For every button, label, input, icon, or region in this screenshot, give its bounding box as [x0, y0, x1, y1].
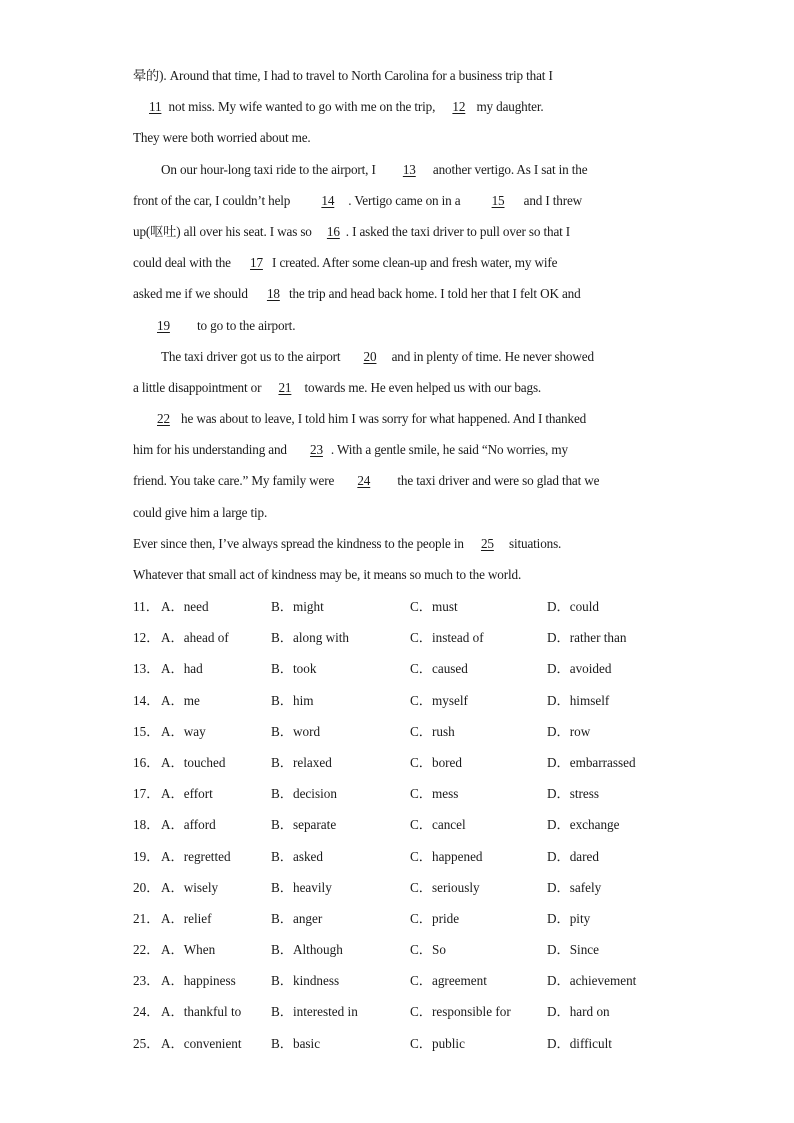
question-number: 20． [133, 879, 160, 895]
passage-text: to go to the airport. [193, 317, 296, 333]
passage-line [133, 434, 663, 465]
question-row [133, 934, 693, 965]
blank-14: 14 [321, 192, 335, 208]
option-d[interactable]: D．pity [547, 910, 591, 926]
passage-line [133, 247, 663, 278]
question-number: 16． [133, 754, 160, 770]
question-number: 18． [133, 817, 160, 833]
option-b[interactable]: B．interested in [271, 1004, 358, 1020]
question-number: 14． [133, 692, 160, 708]
blank-25: 25 [480, 535, 494, 551]
option-c[interactable]: C．seriously [410, 879, 480, 895]
option-d[interactable]: D．avoided [547, 661, 612, 677]
passage-line [133, 60, 663, 91]
option-d[interactable]: D．himself [547, 692, 610, 708]
option-c[interactable]: C．So [410, 942, 446, 958]
question-number: 11． [133, 599, 159, 614]
passage-text: situations. [505, 535, 562, 551]
passage-text: towards me. He even helped us with our bags. [301, 379, 542, 395]
passage-text: him for his understanding and [133, 442, 291, 458]
passage-line [133, 403, 663, 434]
question-number: 15． [133, 723, 160, 739]
option-d[interactable]: D．rather than [547, 630, 627, 646]
question-number: 12． [133, 630, 160, 646]
passage-line [133, 528, 663, 559]
blank-16: 16 [326, 223, 340, 239]
option-b[interactable]: B．word [271, 723, 321, 739]
question-row [133, 685, 693, 716]
option-c[interactable]: C．agreement [410, 973, 487, 989]
option-a[interactable]: A．ahead of [161, 630, 229, 646]
question-number: 17． [133, 786, 160, 802]
question-number: 21． [133, 910, 160, 926]
passage-line [133, 465, 663, 496]
passage-text: my daughter. [473, 99, 544, 115]
question-row [133, 872, 693, 903]
passage-line [133, 341, 663, 372]
option-d[interactable]: D．dared [547, 848, 599, 864]
blank-12: 12 [452, 99, 466, 115]
option-c[interactable]: C．cancel [410, 817, 466, 833]
option-c[interactable]: C．rush [410, 723, 455, 739]
passage-text: a little disappointment or [133, 379, 265, 395]
passage-text: They were both worried about me. [133, 130, 311, 146]
option-b[interactable]: B．asked [271, 848, 324, 864]
passage-line [133, 216, 663, 247]
option-b[interactable]: B．along with [271, 630, 350, 646]
option-a[interactable]: A．touched [161, 754, 226, 770]
option-d[interactable]: D．embarrassed [547, 754, 636, 770]
question-list [133, 591, 693, 1059]
option-b[interactable]: B．might [271, 599, 324, 614]
question-row [133, 622, 693, 653]
option-c[interactable]: C．mess [410, 786, 459, 802]
passage-text: another vertigo. As I sat in the [429, 161, 588, 177]
blank-23: 23 [310, 442, 323, 458]
blank-24: 24 [357, 473, 371, 489]
passage-text: asked me if we should [133, 286, 251, 302]
question-row [133, 1028, 693, 1059]
passage-text: . I asked the taxi driver to pull over so that I [345, 223, 571, 239]
passage-text: 晕的). Around that time, I had to travel to North Carolina for a business trip that I [133, 68, 553, 83]
passage-text: front of the car, I couldn’t help [133, 192, 294, 208]
option-c[interactable]: C．pride [410, 910, 460, 926]
passage-line [133, 278, 663, 309]
question-row [133, 778, 693, 809]
blank-11: 11 [149, 99, 162, 115]
option-a[interactable]: A．afford [161, 817, 216, 833]
option-a[interactable]: A．convenient [161, 1035, 242, 1051]
option-d[interactable]: D．safely [547, 879, 602, 895]
passage-text: he was about to leave, I told him I was sorry for what happened. And I thanked [177, 411, 587, 427]
option-d[interactable]: D．hard on [547, 1004, 610, 1020]
option-c[interactable]: C．must [410, 599, 458, 614]
option-a[interactable]: A．regretted [161, 848, 231, 864]
passage-text: and I threw [520, 192, 583, 208]
option-a[interactable]: A．wisely [161, 879, 219, 895]
passage-text: not miss. My wife wanted to go with me on the trip, [165, 99, 439, 115]
passage-text: Ever since then, I’ve always spread the kindness to the people in [133, 535, 467, 551]
option-c[interactable]: C．caused [410, 661, 468, 677]
blank-22: 22 [157, 411, 170, 427]
passage-line [133, 559, 663, 590]
passage-text: . Vertigo came on in a [348, 192, 464, 208]
passage-text: could deal with the [133, 255, 235, 271]
passage-text: could give him a large tip. [133, 504, 268, 520]
cloze-passage [133, 60, 663, 590]
option-a[interactable]: A．me [161, 692, 200, 708]
question-row [133, 747, 693, 778]
passage-text: the trip and head back home. I told her that I felt OK and [285, 286, 581, 302]
option-b[interactable]: B．him [271, 692, 314, 708]
passage-text: On our hour-long taxi ride to the airport, I [161, 161, 379, 177]
question-number: 25． [133, 1035, 160, 1051]
option-d[interactable]: D．exchange [547, 817, 620, 833]
question-row [133, 653, 693, 684]
passage-line [133, 154, 663, 185]
question-number: 13． [133, 661, 160, 677]
question-number: 24． [133, 1004, 160, 1020]
passage-line [133, 122, 663, 153]
option-a[interactable]: A．effort [161, 786, 213, 802]
option-c[interactable]: C．public [410, 1035, 465, 1051]
passage-text: the taxi driver and were so glad that we [394, 473, 600, 489]
option-d[interactable]: D．could [547, 599, 600, 614]
option-b[interactable]: B．decision [271, 786, 337, 802]
question-number: 19． [133, 848, 160, 864]
option-b[interactable]: B．relaxed [271, 754, 332, 770]
question-row [133, 965, 693, 996]
option-a[interactable]: A．thankful to [161, 1004, 242, 1020]
blank-17: 17 [250, 255, 263, 271]
option-c[interactable]: C．happened [410, 848, 483, 864]
option-c[interactable]: C．bored [410, 754, 463, 770]
blank-18: 18 [266, 286, 280, 302]
option-b[interactable]: B．heavily [271, 879, 332, 895]
option-d[interactable]: D．achievement [547, 973, 637, 989]
option-d[interactable]: D．row [547, 723, 591, 739]
option-b[interactable]: B．Although [271, 942, 343, 958]
blank-13: 13 [402, 161, 416, 177]
option-a[interactable]: A．had [161, 661, 203, 677]
option-b[interactable]: B．kindness [271, 973, 340, 989]
question-row [133, 841, 693, 872]
option-b[interactable]: B．basic [271, 1035, 321, 1051]
passage-line [133, 372, 663, 403]
passage-text: up(呕吐) all over his seat. I was so [133, 223, 315, 239]
option-d[interactable]: D．difficult [547, 1035, 612, 1051]
passage-line [133, 185, 663, 216]
option-c[interactable]: C．responsible for [410, 1004, 511, 1020]
option-c[interactable]: C．instead of [410, 630, 484, 646]
option-b[interactable]: B．took [271, 661, 317, 677]
passage-text: Whatever that small act of kindness may be, it means so much to the world. [133, 567, 522, 582]
passage-line [133, 497, 663, 528]
question-number: 23． [133, 973, 160, 989]
option-a[interactable]: A．happiness [161, 973, 236, 989]
passage-text: and in plenty of time. He never showed [388, 348, 594, 364]
passage-line [133, 310, 663, 341]
blank-21: 21 [278, 379, 292, 395]
blank-15: 15 [491, 192, 505, 208]
blank-20: 20 [363, 348, 377, 364]
option-a[interactable]: A．relief [161, 910, 212, 926]
passage-line [133, 91, 663, 122]
passage-text: friend. You take care.” My family were [133, 473, 338, 489]
question-row [133, 996, 693, 1027]
option-d[interactable]: D．Since [547, 942, 600, 958]
question-row [133, 716, 693, 747]
option-a[interactable]: A．need [161, 599, 209, 614]
option-d[interactable]: D．stress [547, 786, 600, 802]
option-c[interactable]: C．myself [410, 692, 468, 708]
option-a[interactable]: A．When [161, 942, 216, 958]
question-row [133, 903, 693, 934]
option-b[interactable]: B．separate [271, 817, 337, 833]
option-a[interactable]: A．way [161, 723, 206, 739]
option-b[interactable]: B．anger [271, 910, 323, 926]
question-row [133, 809, 693, 840]
blank-19: 19 [157, 317, 170, 333]
passage-text: . With a gentle smile, he said “No worries, my [330, 442, 568, 458]
passage-text: The taxi driver got us to the airport [161, 348, 344, 364]
question-number: 22． [133, 942, 160, 958]
question-row [133, 591, 693, 622]
passage-text: I created. After some clean-up and fresh water, my wife [268, 255, 558, 271]
